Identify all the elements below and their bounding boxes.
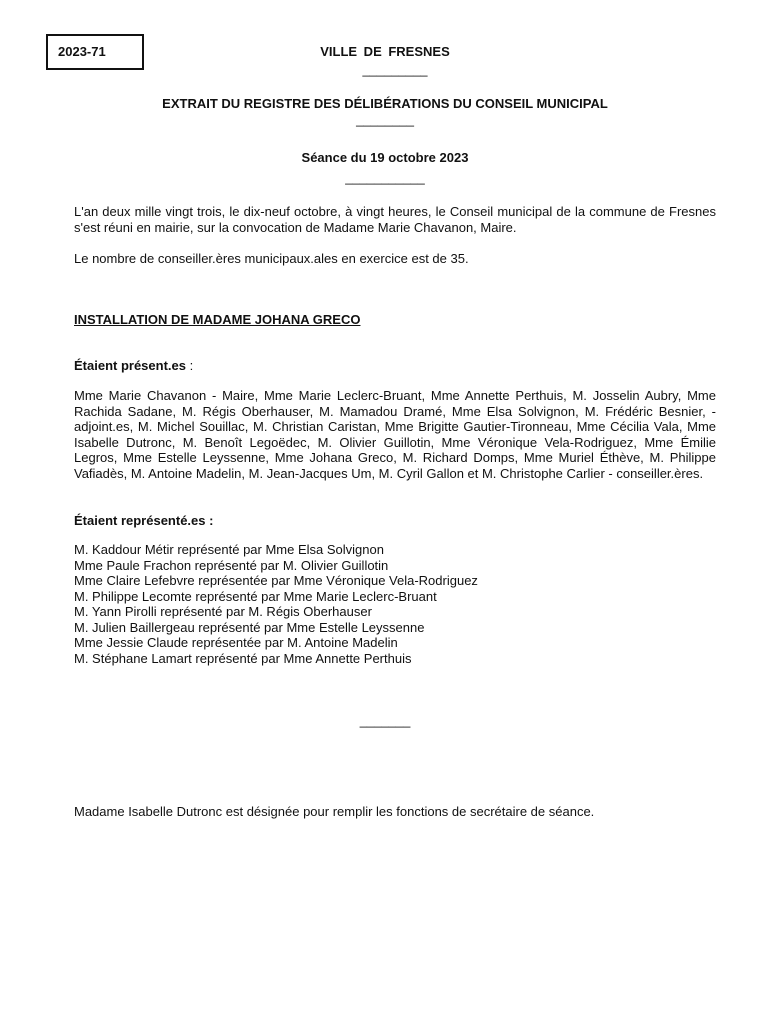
secretary-statement: Madame Isabelle Dutronc est désignée pour remplir les fonctions de secrétaire de séance. — [74, 804, 595, 819]
separator-line: _______ — [359, 713, 411, 728]
list-item: Mme Claire Lefebvre représentée par Mme Véronique Vela-Rodriguez — [74, 573, 478, 588]
list-item: Mme Paule Frachon représenté par M. Olivier Guillotin — [74, 557, 389, 573]
present-heading — [74, 358, 193, 374]
separator-line: _________ — [362, 62, 428, 77]
list-item: M. Julien Baillergeau représenté par Mme Estelle Leyssenne — [74, 619, 425, 635]
intro-paragraph: L'an deux mille vingt trois, le dix-neuf octobre, à vingt heures, le Conseil municipal de la commune de Fresnes s'est réuni en mairie, sur la convocation de Madame Marie Chavanon, Maire. — [74, 204, 716, 235]
present-heading-colon: : — [186, 358, 194, 373]
subject-heading: INSTALLATION DE MADAME JOHANA GRECO — [74, 312, 361, 327]
member-count: Le nombre de conseiller.ères municipaux.ales en exercice est de 35. — [74, 251, 469, 266]
list-item: M. Yann Pirolli représenté par M. Régis Oberhauser — [74, 604, 372, 619]
list-item: M. Stéphane Lamart représenté par Mme Annette Perthuis — [74, 650, 412, 666]
present-heading-label: Étaient présent.es — [74, 358, 186, 373]
reference-number: 2023-71 — [58, 44, 106, 59]
list-item: M. Philippe Lecomte représenté par Mme Marie Leclerc-Bruant — [74, 588, 437, 604]
list-item: M. Kaddour Métir représenté par Mme Elsa Solvignon — [74, 542, 384, 557]
list-item: Mme Jessie Claude représentée par M. Antoine Madelin — [74, 635, 398, 650]
session-date: Séance du 19 octobre 2023 — [301, 150, 469, 165]
register-title: EXTRAIT DU REGISTRE DES DÉLIBÉRATIONS DU CONSEIL MUNICIPAL — [162, 96, 608, 111]
represented-list — [74, 542, 478, 666]
separator-line: ________ — [356, 112, 414, 127]
represented-heading: Étaient représenté.es : — [74, 513, 214, 528]
separator-line: ___________ — [345, 170, 425, 185]
city-title: VILLE DE FRESNES — [320, 44, 450, 59]
present-list: Mme Marie Chavanon - Maire, Mme Marie Leclerc-Bruant, Mme Annette Perthuis, M. Josselin Aubry, Mme Rachida Sadane, M. Régis Oberhauser, M. Mamadou Dramé, Mme Elsa Solvignon, M. Frédéric Besnier, - adjoint.es, M. Michel Souillac, M. Christian Caristan, Mme Brigitte Gautier-Tironneau, Mme Cécilia Vala, Mme Isabelle Dutronc, M. Benoît Legoëdec, M. Olivier Guillotin, Mme Véronique Vela-Rodriguez, Mme Émilie Legros, Mme Estelle Leyssenne, Mme Johana Greco, M. Richard Domps, Mme Muriel Éthève, M. Philippe Vafiadès, M. Antoine Madelin, M. Jean-Jacques Um, M. Cyril Gallon et M. Christophe Carlier - conseiller.ères. — [74, 388, 716, 481]
